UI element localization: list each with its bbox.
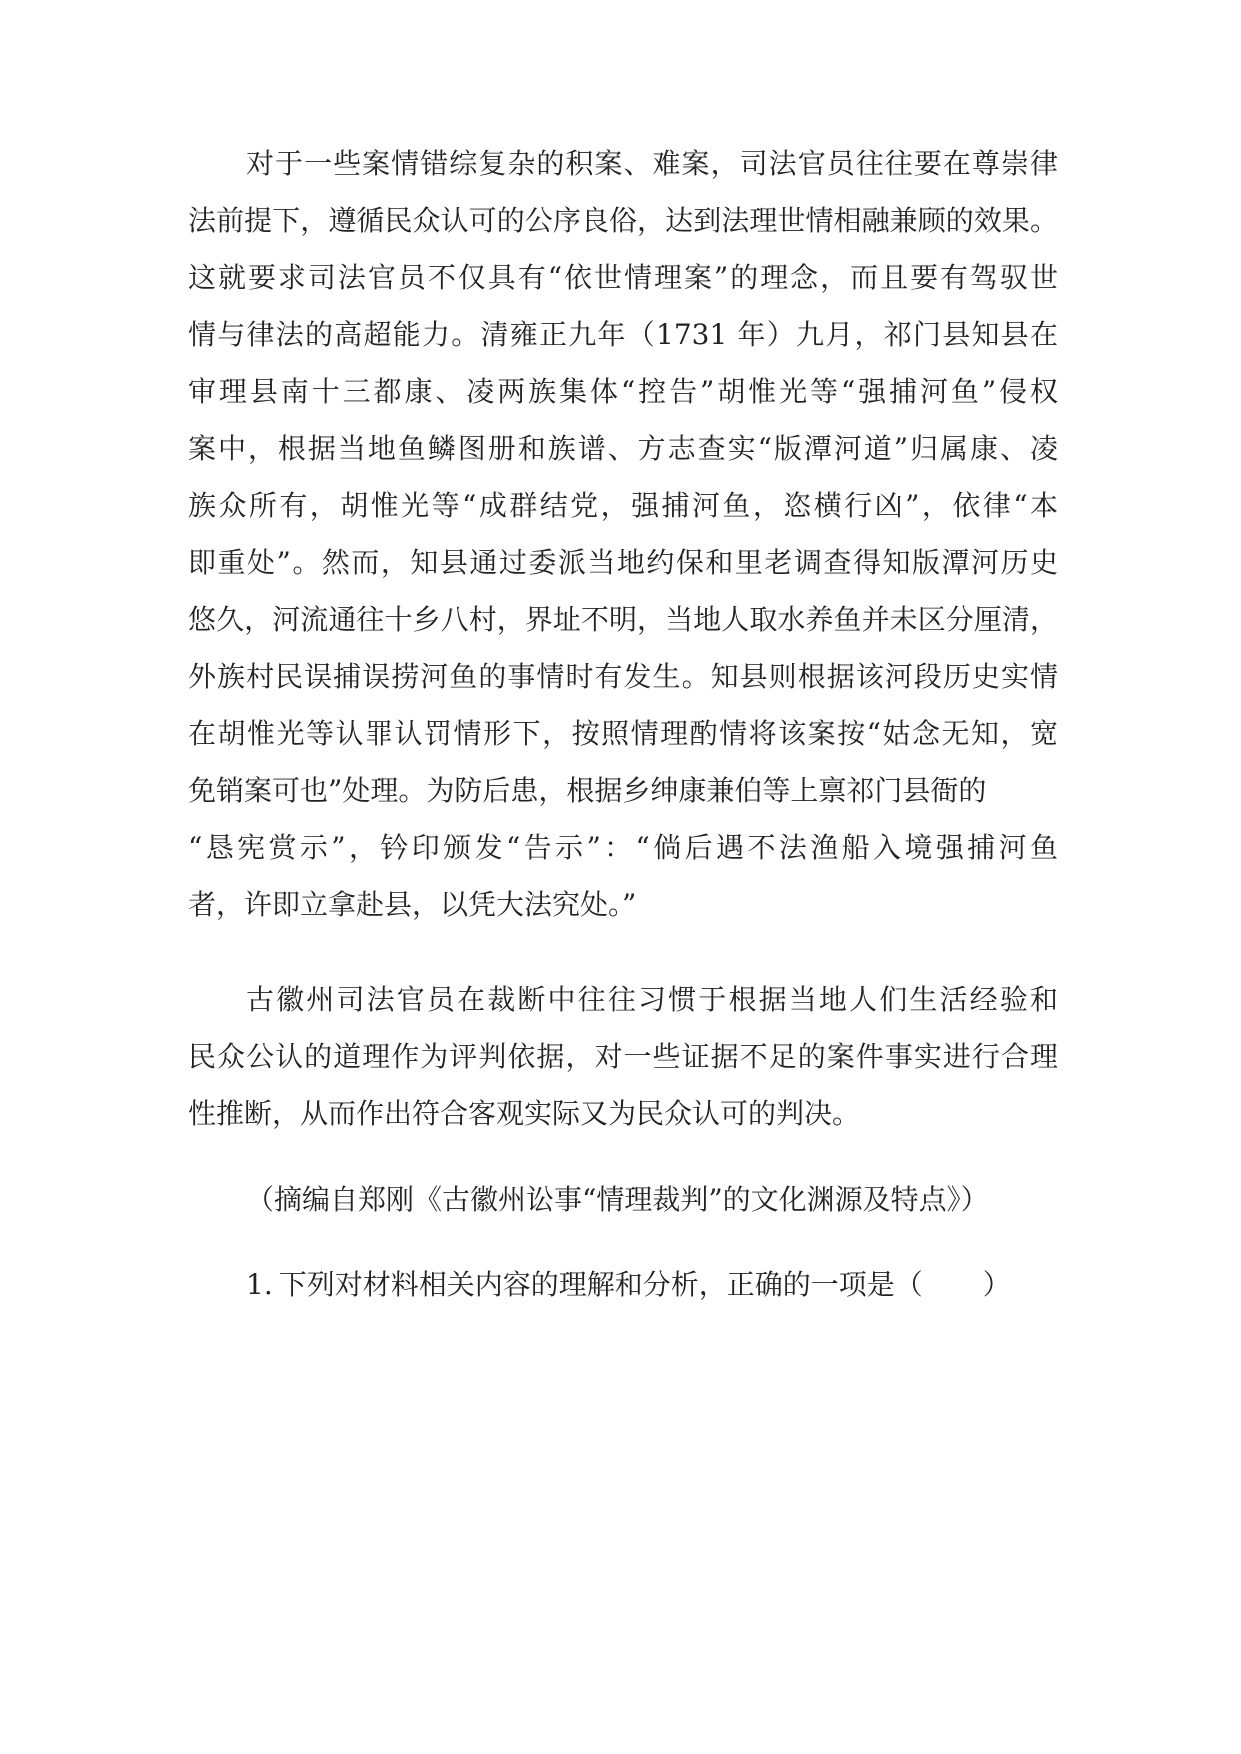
paragraph-1-line-14: 者，许即立拿赴县，以凭大法究处。”: [188, 888, 637, 921]
paragraph-1-line-11: 在胡惟光等认罪认罚情形下，按照情理酌情将该案按“姑念无知，宽: [188, 717, 1058, 750]
paragraph-1-line-5: 审理县南十三都康、凌两族集体“控告”胡惟光等“强捕河鱼”侵权: [188, 375, 1058, 408]
paragraph-1-line-3: 这就要求司法官员不仅具有“依世情理案”的理念，而且要有驾驭世: [188, 261, 1058, 294]
paragraph-2-line-3: 性推断，从而作出符合客观实际又为民众认可的判决。: [188, 1097, 861, 1130]
paragraph-1-line-4: 情与律法的高超能力。清雍正九年（1731 年）九月，祁门县知县在: [188, 318, 1058, 351]
paragraph-1-line-7: 族众所有，胡惟光等“成群结党，强捕河鱼，恣横行凶”，依律“本: [188, 489, 1058, 522]
paragraph-1-line-6: 案中，根据当地鱼鳞图册和族谱、方志查实“版潭河道”归属康、凌: [188, 432, 1058, 465]
paragraph-1-line-2: 法前提下，遵循民众认可的公序良俗，达到法理世情相融兼顾的效果。: [188, 204, 1058, 237]
paragraph-2-line-1: 古徽州司法官员在裁断中往往习惯于根据当地人们生活经验和: [246, 983, 1058, 1016]
paragraph-1-line-9: 悠久，河流通往十乡八村，界址不明，当地人取水养鱼并未区分厘清，: [188, 603, 1058, 636]
paragraph-1-line-10: 外族村民误捕误捞河鱼的事情时有发生。知县则根据该河段历史实情: [188, 660, 1058, 693]
paragraph-1-line-8: 即重处”。然而，知县通过委派当地约保和里老调查得知版潭河历史: [188, 546, 1058, 579]
paragraph-2-line-2: 民众公认的道理作为评判依据，对一些证据不足的案件事实进行合理: [188, 1040, 1058, 1073]
question-close-paren: ）: [982, 1268, 1011, 1301]
question-1: [246, 1261, 1058, 1309]
question-text: 下列对材料相关内容的理解和分析，正确的一项是（: [278, 1268, 923, 1301]
source-citation: （摘编自郑刚《古徽州讼事“情理裁判”的文化渊源及特点》）: [246, 1183, 989, 1216]
paragraph-1-line-12: 免销案可也”处理。为防后患，根据乡绅康兼伯等上禀祁门县衙的: [188, 774, 987, 807]
paragraph-1-line-1: 对于一些案情错综复杂的积案、难案，司法官员往往要在尊崇律: [246, 147, 1058, 180]
question-number: 1.: [246, 1268, 273, 1301]
paragraph-1-line-13: “恳宪赏示”，钤印颁发“告示”：“倘后遇不法渔船入境强捕河鱼: [188, 831, 1058, 864]
